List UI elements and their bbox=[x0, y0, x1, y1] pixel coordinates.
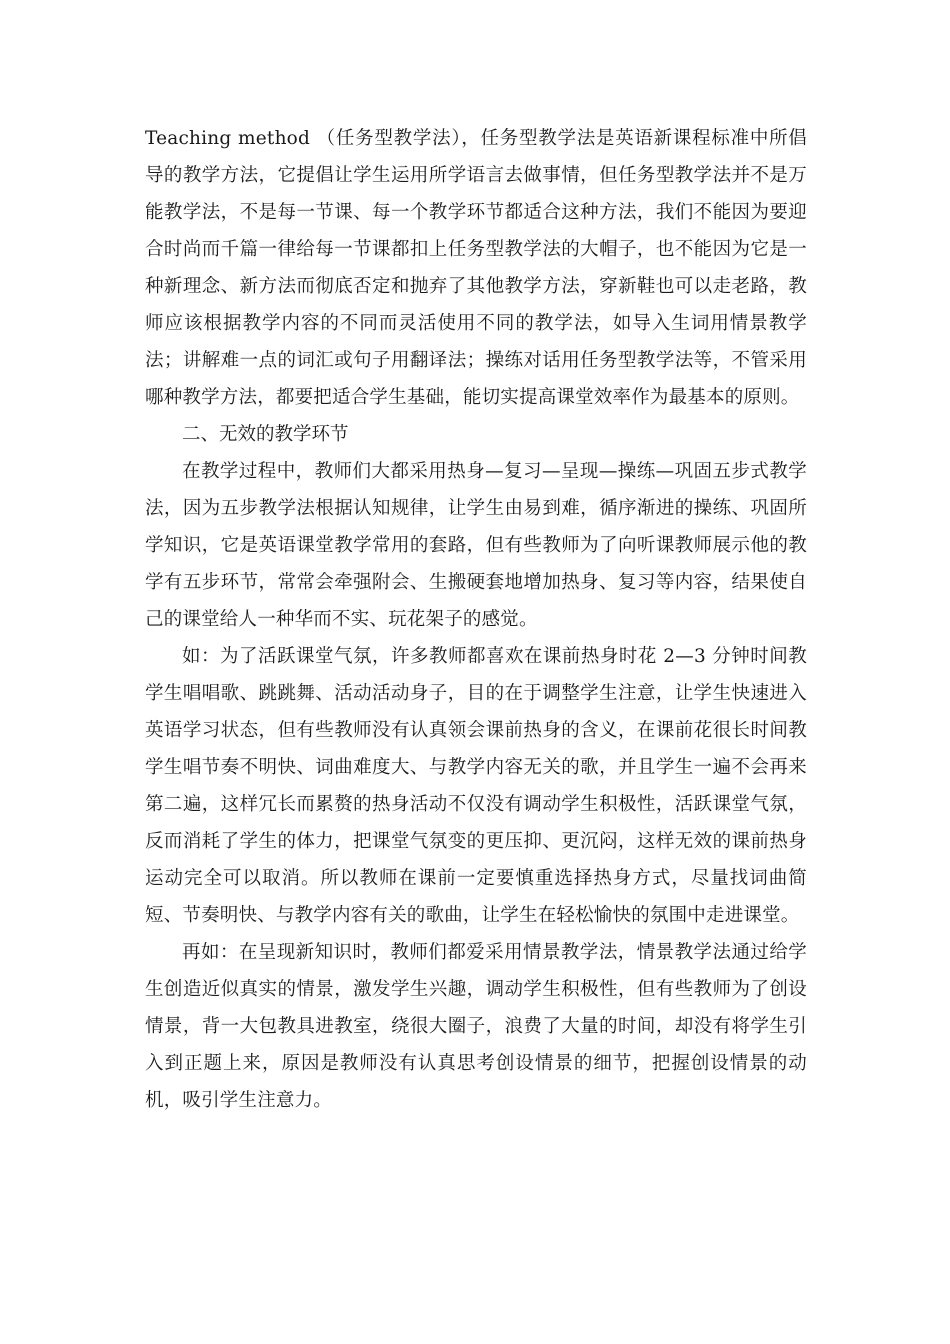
document-body bbox=[145, 120, 807, 1119]
paragraph-teaching-method: Teaching method （任务型教学法），任务型教学法是英语新课程标准中所倡导的教学方法，它提倡让学生运用所学语言去做事情，但任务型教学法并不是万能教学法，不是每一节课、每一个教学环节都适合这种方法，我们不能因为要迎合时尚而千篇一律给每一节课都扣上任务型教学法的大帽子，也不能因为它是一种新理念、新方法而彻底否定和抛弃了其他教学方法，穿新鞋也可以走老路，教师应该根据教学内容的不同而灵活使用不同的教学法，如导入生词用情景教学法；讲解难一点的词汇或句子用翻译法；操练对话用任务型教学法等，不管采用哪种教学方法，都要把适合学生基础，能切实提高课堂效率作为最基本的原则。 bbox=[145, 128, 807, 408]
paragraph-situational-example: 再如：在呈现新知识时，教师们都爱采用情景教学法，情景教学法通过给学生创造近似真实的情景，激发学生兴趣，调动学生积极性，但有些教师为了创设情景，背一大包教具进教室，绕很大圈子，浪费了大量的时间，却没有将学生引入到正题上来，原因是教师没有认真思考创设情景的细节，把握创设情景的动机，吸引学生注意力。 bbox=[145, 942, 807, 1111]
section-heading-ineffective-steps: 二、无效的教学环节 bbox=[182, 424, 349, 445]
paragraph-five-step-method: 在教学过程中，教师们大都采用热身—复习—呈现—操练—巩固五步式教学法，因为五步教学法根据认知规律，让学生由易到难，循序渐进的操练、巩固所学知识，它是英语课堂教学常用的套路，但有些教师为了向听课教师展示他的教学有五步环节，常常会牵强附会、生搬硬套地增加热身、复习等内容，结果使自己的课堂给人一种华而不实、玩花架子的感觉。 bbox=[145, 461, 807, 630]
paragraph-warm-up-example: 如：为了活跃课堂气氛，许多教师都喜欢在课前热身时花 2—3 分钟时间教学生唱唱歌、跳跳舞、活动活动身子，目的在于调整学生注意，让学生快速进入英语学习状态，但有些教师没有认真领会课前热身的含义，在课前花很长时间教学生唱节奏不明快、词曲难度大、与教学内容无关的歌，并且学生一遍不会再来第二遍，这样冗长而累赘的热身活动不仅没有调动学生积极性，活跃课堂气氛，反而消耗了学生的体力，把课堂气氛变的更压抑、更沉闷，这样无效的课前热身运动完全可以取消。所以教师在课前一定要慎重选择热身方式，尽量找词曲简短、节奏明快、与教学内容有关的歌曲，让学生在轻松愉快的氛围中走进课堂。 bbox=[145, 646, 807, 926]
